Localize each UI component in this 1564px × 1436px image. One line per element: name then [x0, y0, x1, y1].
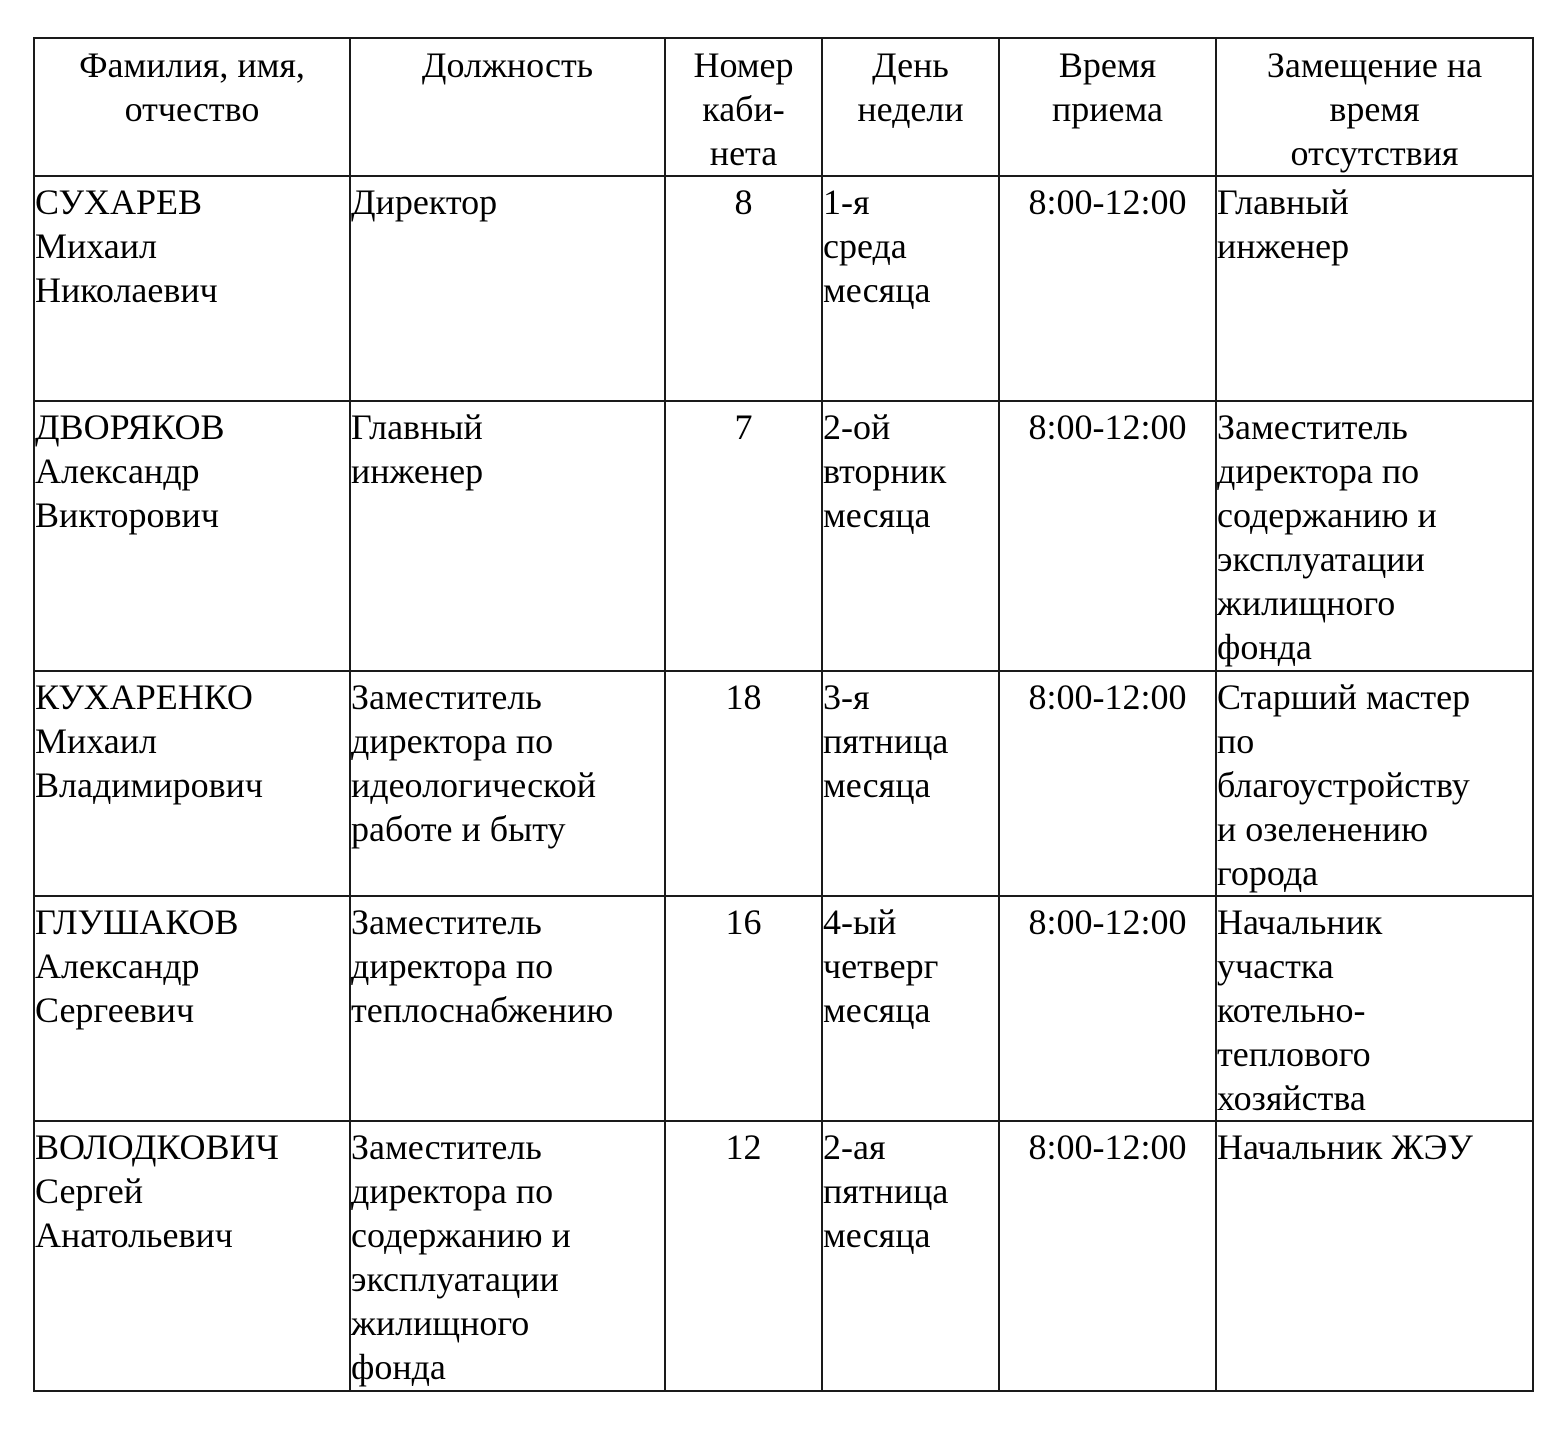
cell-position: Заместитель директора по содержанию и эксплуатации жилищного фонда	[350, 1121, 665, 1391]
cell-name: ГЛУШАКОВ Александр Сергеевич	[34, 896, 350, 1121]
cell-time: 8:00-12:00	[999, 176, 1216, 401]
table-row	[34, 1121, 1533, 1391]
header-name: Фамилия, имя, отчество	[34, 38, 350, 176]
header-row	[34, 38, 1533, 176]
cell-substitute: Главный инженер	[1216, 176, 1533, 401]
cell-time: 8:00-12:00	[999, 1121, 1216, 1391]
cell-time: 8:00-12:00	[999, 896, 1216, 1121]
cell-position: Заместитель директора по идеологической работе и быту	[350, 671, 665, 896]
cell-day: 2-ая пятница месяца	[822, 1121, 999, 1391]
cell-day: 1-я среда месяца	[822, 176, 999, 401]
header-room: Номер каби- нета	[665, 38, 822, 176]
table-row	[34, 401, 1533, 671]
table-row	[34, 671, 1533, 896]
header-time: Время приема	[999, 38, 1216, 176]
cell-name: ВОЛОДКОВИЧ Сергей Анатольевич	[34, 1121, 350, 1391]
cell-day: 3-я пятница месяца	[822, 671, 999, 896]
cell-name: СУХАРЕВ Михаил Николаевич	[34, 176, 350, 401]
cell-position: Заместитель директора по теплоснабжению	[350, 896, 665, 1121]
cell-time: 8:00-12:00	[999, 401, 1216, 671]
cell-room: 16	[665, 896, 822, 1121]
cell-room: 12	[665, 1121, 822, 1391]
cell-name: ДВОРЯКОВ Александр Викторович	[34, 401, 350, 671]
header-substitute: Замещение на время отсутствия	[1216, 38, 1533, 176]
cell-day: 4-ый четверг месяца	[822, 896, 999, 1121]
cell-substitute: Начальник ЖЭУ	[1216, 1121, 1533, 1391]
reception-schedule-table	[33, 37, 1534, 1392]
cell-day: 2-ой вторник месяца	[822, 401, 999, 671]
cell-position: Главный инженер	[350, 401, 665, 671]
cell-room: 18	[665, 671, 822, 896]
cell-room: 7	[665, 401, 822, 671]
cell-substitute: Старший мастер по благоустройству и озеленению города	[1216, 671, 1533, 896]
cell-substitute: Начальник участка котельно- теплового хозяйства	[1216, 896, 1533, 1121]
table-row	[34, 176, 1533, 401]
cell-time: 8:00-12:00	[999, 671, 1216, 896]
cell-substitute: Заместитель директора по содержанию и эксплуатации жилищного фонда	[1216, 401, 1533, 671]
cell-position: Директор	[350, 176, 665, 401]
header-day: День недели	[822, 38, 999, 176]
table-row	[34, 896, 1533, 1121]
header-position: Должность	[350, 38, 665, 176]
cell-name: КУХАРЕНКО Михаил Владимирович	[34, 671, 350, 896]
cell-room: 8	[665, 176, 822, 401]
